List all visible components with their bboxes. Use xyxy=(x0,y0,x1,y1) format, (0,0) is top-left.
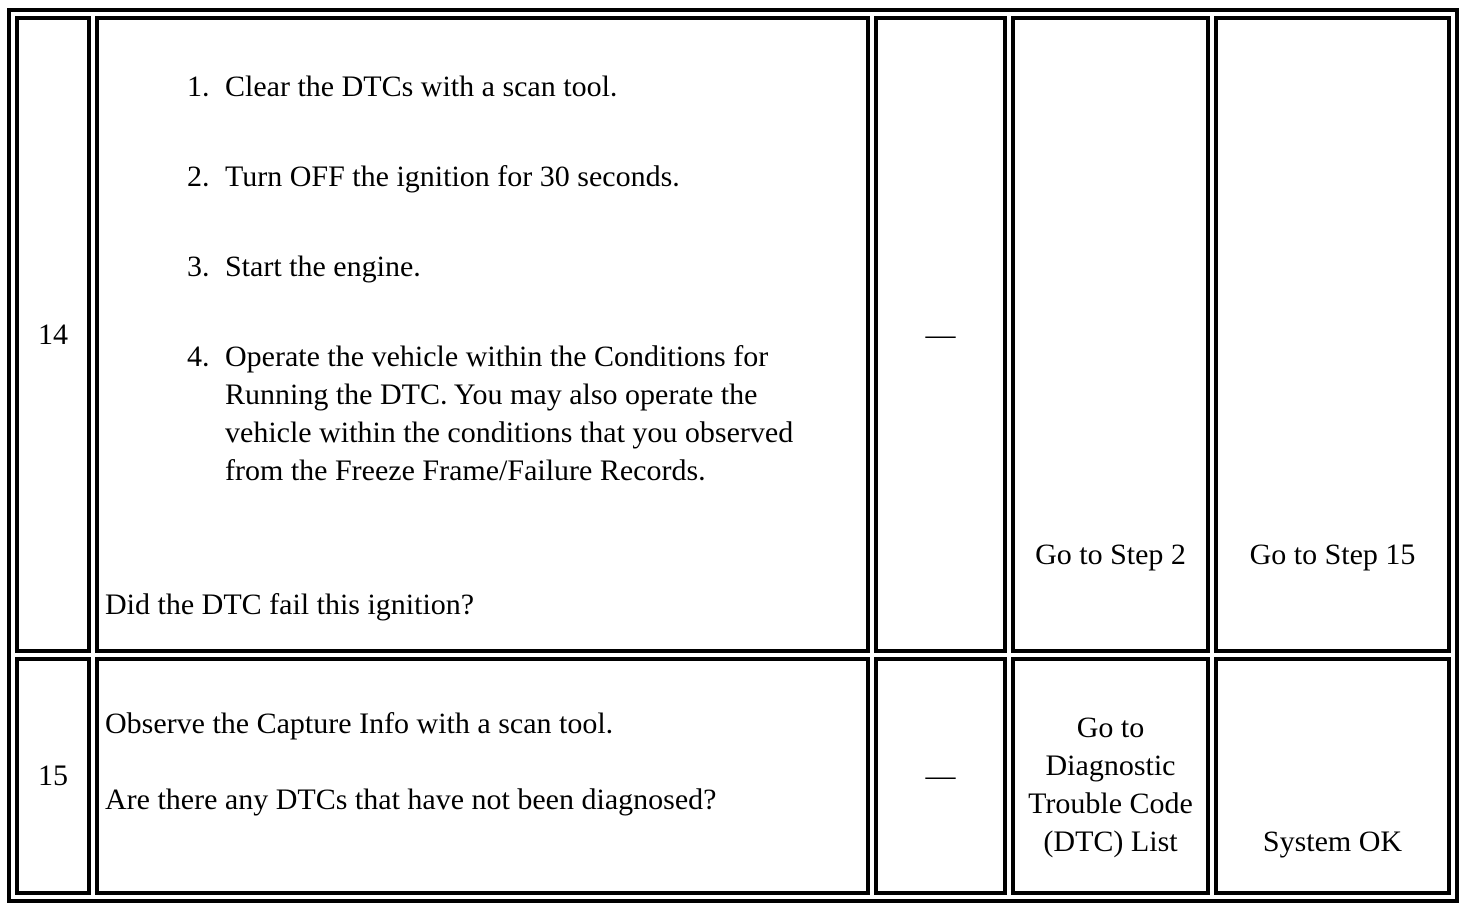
step-number: 14 xyxy=(38,317,68,351)
action-cell xyxy=(95,16,870,653)
list-item xyxy=(187,158,837,196)
yes-cell xyxy=(1011,657,1210,895)
no-cell xyxy=(1214,16,1451,653)
yes-cell xyxy=(1011,16,1210,653)
step-question: Are there any DTCs that have not been diagnosed? xyxy=(105,783,717,816)
diagnostic-table xyxy=(7,8,1459,903)
list-item-text: Start the engine. xyxy=(225,250,421,283)
value-dash: — xyxy=(925,317,956,351)
step-number: 15 xyxy=(38,759,68,792)
list-item-text: Clear the DTCs with a scan tool. xyxy=(225,70,618,103)
list-item-number: 2. xyxy=(187,160,210,193)
step-number-cell xyxy=(15,657,91,895)
no-action-text: System OK xyxy=(1262,825,1403,858)
no-cell xyxy=(1214,657,1451,895)
action-cell xyxy=(95,657,870,895)
list-item-number: 1. xyxy=(187,70,210,103)
no-action-text: Go to Step 15 xyxy=(1249,538,1416,571)
action-steps-list xyxy=(187,68,837,542)
action-text: Observe the Capture Info with a scan tool. xyxy=(105,707,614,740)
value-dash: — xyxy=(925,759,956,792)
value-cell xyxy=(874,16,1007,653)
list-item-text: Turn OFF the ignition for 30 seconds. xyxy=(225,160,680,193)
yes-action-text: Go to Step 2 xyxy=(1035,538,1186,571)
step-number-cell xyxy=(15,16,91,653)
step-question: Did the DTC fail this ignition? xyxy=(105,588,475,621)
value-cell xyxy=(874,657,1007,895)
yes-action-text: Go to Diagnostic Trouble Code (DTC) List xyxy=(1028,711,1193,858)
list-item-number: 4. xyxy=(187,340,210,373)
list-item-text: Operate the vehicle within the Conditions for Running the DTC. You may also operate the vehicle within the conditions that you observed from the Freeze Frame/Failure Records. xyxy=(225,340,794,487)
list-item xyxy=(187,248,837,286)
list-item xyxy=(187,338,837,490)
list-item xyxy=(187,68,837,106)
list-item-number: 3. xyxy=(187,250,210,283)
